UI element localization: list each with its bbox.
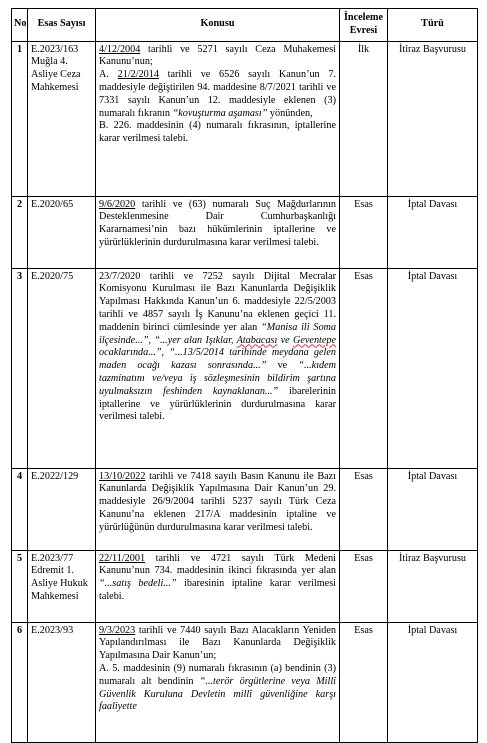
- header-inceleme: İnceleme Evresi: [340, 9, 388, 42]
- konusu-segment: “Manisa ili Soma ilçesinde...”: [99, 321, 337, 346]
- konusu-segment: ,: [161, 347, 170, 359]
- konusu-segment: ve: [277, 334, 294, 346]
- konusu-segment: Atabacası: [236, 334, 278, 346]
- header-row: [12, 9, 478, 42]
- row-number: 1: [12, 41, 28, 196]
- row-number: 5: [12, 550, 28, 622]
- row-number: 6: [12, 622, 28, 742]
- esas-sayisi: E.2020/65: [28, 196, 96, 268]
- turu: İptal Davası: [388, 622, 478, 742]
- konusu-segment: “...satış bedeli...”: [99, 578, 177, 590]
- turu: İtiraz Başvurusu: [388, 41, 478, 196]
- konusu-segment: 4/12/2004: [99, 43, 141, 55]
- table-row: [12, 550, 478, 622]
- header-tur: Türü: [388, 9, 478, 42]
- konusu-segment: tarihli ve 7418 sayılı Basın Kanunu ile Bazı Kanunlarda Değişiklik Yapılmasına Dair Kanun’un 29. maddesiyle 26/9/2004 tarihli 5237 sayılı Türk Ceza Kanunu’na eklenen 217/A maddesinin iptaline ve yürürlüğünün durdurulmasına karar verilmesi talebi.: [99, 470, 336, 533]
- inceleme-evresi: Esas: [340, 196, 388, 268]
- konusu-segment: 13/10/2022: [99, 470, 146, 482]
- konusu-segment: tarihli ve (63) numaralı Suç Mağdurlarının Desteklenmesine Dair Cumhurbaşkanlığı Kararnamesi’nin bazı hükümlerinin iptallerine ve yürürlüklerinin durdurulmasına karar verilmesi talebi.: [99, 198, 336, 248]
- header-esas: Esas Sayısı: [28, 9, 96, 42]
- konusu-text: [96, 196, 340, 268]
- header-konu: Konusu: [96, 9, 340, 42]
- konusu-segment: 9/6/2020: [99, 198, 136, 210]
- cases-table: [11, 8, 478, 743]
- esas-sayisi: E.2023/93: [28, 622, 96, 742]
- inceleme-evresi: Esas: [340, 550, 388, 622]
- inceleme-evresi: Esas: [340, 468, 388, 550]
- konusu-segment: tarihli ve 7440 sayılı Bazı Alacakların Yeniden Yapılandırılması ile Bazı Kanunlarda Değişiklik Yapılmasına Dair Kanun’un;: [99, 624, 336, 662]
- konusu-segment: 23/7/2020 tarihli ve 7252 sayılı Dijital Mecralar Komisyonu Kurulması ile Bazı Kanunlarda Değişiklik Yapılması Hakkında Kanun’un 6. maddesiyle 22/5/2003 tarihli ve 4857 sayılı İş Kanunu’na eklenen geçici 11. maddenin birinci cümlesinde yer alan: [99, 270, 336, 333]
- konusu-segment: 21/2/2014: [117, 69, 159, 81]
- konusu-segment: B. 226. maddesinin (4) numaralı fıkrasının, iptallerine karar verilmesi talebi.: [99, 120, 336, 145]
- inceleme-evresi: Esas: [340, 268, 388, 468]
- konusu-segment: 9/3/2023: [99, 624, 136, 636]
- turu: İptal Davası: [388, 196, 478, 268]
- turu: İtiraz Başvurusu: [388, 550, 478, 622]
- inceleme-evresi: İlk: [340, 41, 388, 196]
- esas-sayisi: E.2023/77 Edremit 1. Asliye Hukuk Mahkemesi: [28, 550, 96, 622]
- konusu-segment: ibaresinin iptaline karar verilmesi talebi.: [99, 578, 336, 602]
- row-number: 4: [12, 468, 28, 550]
- esas-sayisi: E.2023/163 Muğla 4. Asliye Ceza Mahkemesi: [28, 41, 96, 196]
- konusu-segment: ocaklarında...”: [99, 347, 162, 359]
- konusu-segment: “...13/5/2014 tarihinde meydana gelen maden ocağı kazası sonrasında...”: [99, 347, 336, 372]
- table-row: [12, 196, 478, 268]
- table-row: [12, 41, 478, 196]
- konusu-segment: ve: [266, 360, 299, 372]
- esas-sayisi: E.2022/129: [28, 468, 96, 550]
- konusu-text: [96, 622, 340, 742]
- konusu-segment: “...terör örgütlerine veya Millî Güvenlik Kuruluna Devletin millî güvenliğine karşı faaliyette: [99, 675, 336, 713]
- turu: İptal Davası: [388, 468, 478, 550]
- konusu-segment: 22/11/2001: [99, 552, 146, 564]
- konusu-text: [96, 268, 340, 468]
- konusu-segment: “...yer alan Işıklar,: [154, 334, 237, 346]
- esas-sayisi: E.2020/75: [28, 268, 96, 468]
- konusu-text: [96, 41, 340, 196]
- table-row: [12, 268, 478, 468]
- konusu-text: [96, 550, 340, 622]
- konusu-segment: “...kıdem tazminatını ve/veya iş sözleşmesinin bildirim şartına uyulmaksızın feshinden kaynaklanan...”: [99, 360, 336, 397]
- konusu-segment: tarihli ve 6526 sayılı Kanun’un 7. maddesiyle değiştirilen 94. maddesine 8/7/2021 tarihli ve 7331 sayılı Kanun’un 12. maddesiyle eklenen (3) numaralı fıkranın: [99, 69, 336, 119]
- konusu-segment: A. 5. maddesinin (9) numaralı fıkrasının (a) bendinin (3) numaralı alt bendinin: [99, 662, 336, 687]
- turu: İptal Davası: [388, 268, 478, 468]
- konusu-segment: A.: [99, 69, 118, 81]
- konusu-segment: “kovuşturma aşaması”: [172, 107, 268, 119]
- table-row: [12, 468, 478, 550]
- konusu-segment: tarihli ve 5271 sayılı Ceza Muhakemesi Kanunu’nun;: [99, 43, 336, 68]
- row-number: 2: [12, 196, 28, 268]
- konusu-segment: yönünden,: [267, 107, 313, 119]
- konusu-segment: ,: [148, 334, 155, 346]
- konusu-text: [96, 468, 340, 550]
- inceleme-evresi: Esas: [340, 622, 388, 742]
- konusu-segment: tarihli ve 4721 sayılı Türk Medeni Kanunu’nun 734. maddesinin ikinci fıkrasında yer alan: [99, 552, 336, 577]
- konusu-segment: ibarelerinin iptallerine ve yürürlüklerinin durdurulmasına karar verilmesi talebi.: [99, 385, 336, 423]
- row-number: 3: [12, 268, 28, 468]
- table-row: [12, 622, 478, 742]
- header-no: No: [12, 9, 28, 42]
- konusu-segment: Geventepe: [293, 334, 337, 346]
